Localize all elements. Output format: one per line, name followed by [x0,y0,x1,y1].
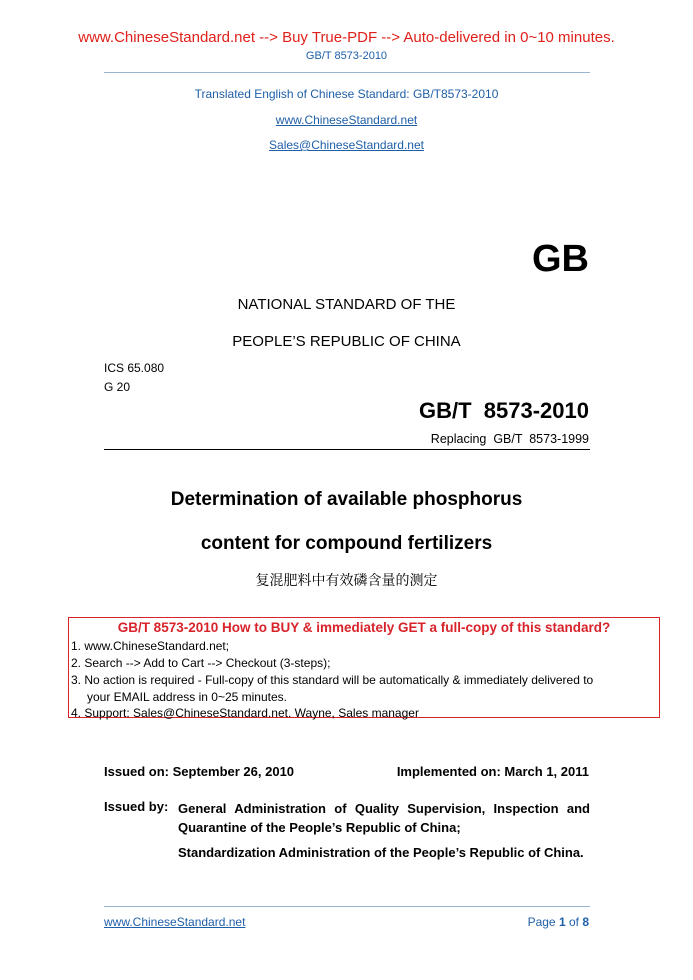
standard-number: GB/T 8573-2010 [419,398,589,423]
page-of: of [565,915,583,929]
issuing-org-2: Standardization Administration of the People’s Republic of China. [178,845,584,860]
buy-box-item: your EMAIL address in 0~25 minutes. [87,690,287,704]
national-standard-line2: PEOPLE’S REPUBLIC OF CHINA [232,333,461,350]
issued-by-label: Issued by: [104,799,169,814]
page-current: 1 [558,915,566,929]
issuing-org-1: General Administration of Quality Supervision, Inspection and Quarantine of the People’s Republic of China; [178,801,590,835]
ccs-code: G 20 [104,380,131,394]
translated-line: Translated English of Chinese Standard: GB/T8573-2010 [194,87,499,101]
page-prefix: Page [527,915,559,929]
email-link-wrap [0,136,693,154]
buy-box-heading: GB/T 8573-2010 How to BUY & immediately GET a full-copy of this standard? [117,620,611,635]
buy-box-item: 1. www.ChineseStandard.net; [71,639,230,653]
footer-website-link[interactable]: www.ChineseStandard.net [104,915,246,929]
email-link[interactable]: Sales@ChineseStandard.net [269,138,424,152]
title-divider [104,449,590,450]
replacing-note: Replacing GB/T 8573-1999 [430,432,589,446]
national-standard-line1: NATIONAL STANDARD OF THE [237,296,456,313]
title-line1: Determination of available phosphorus [170,489,523,510]
top-banner: www.ChineseStandard.net --> Buy True-PDF --> Auto-delivered in 0~10 minutes. [78,29,615,46]
footer-divider [104,906,590,907]
gb-mark: GB [532,238,589,280]
buy-box-item: 2. Search --> Add to Cart --> Checkout (3-steps); [71,656,331,670]
header-divider [104,72,590,73]
title-line2: content for compound fertilizers [200,533,493,554]
implemented-on-date: Implemented on: March 1, 2011 [396,764,589,779]
issued-on-date: Issued on: September 26, 2010 [104,764,295,779]
buy-box-item: 3. No action is required - Full-copy of this standard will be automatically & immediately delivered to [71,673,594,687]
page-indicator [528,915,589,929]
page-total: 8 [582,915,589,929]
issuing-organizations [178,799,590,862]
buy-info-box [68,617,660,718]
ics-code: ICS 65.080 [104,361,165,375]
website-link-wrap [0,111,693,129]
buy-box-item: 4. Support: Sales@ChineseStandard.net. Wayne, Sales manager [71,706,419,720]
title-chinese: 复混肥料中有效磷含量的测定 [255,572,438,588]
website-link[interactable]: www.ChineseStandard.net [275,113,418,127]
header-standard-code: GB/T 8573-2010 [305,50,388,62]
